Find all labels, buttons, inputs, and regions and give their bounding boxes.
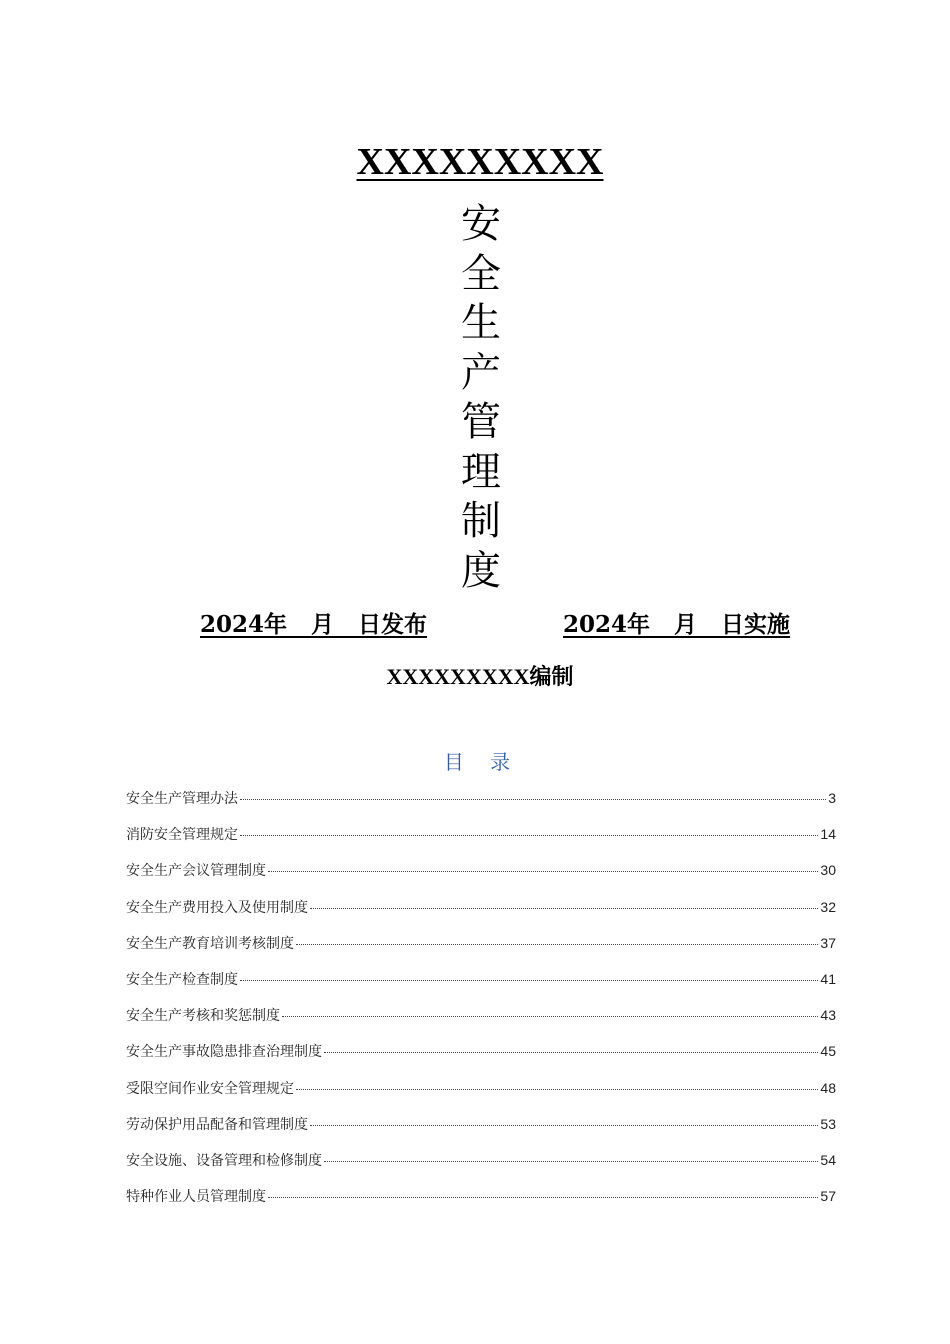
table-of-contents	[126, 788, 836, 1222]
toc-entry-label: 安全生产考核和奖惩制度	[126, 1008, 280, 1025]
toc-entry[interactable]	[126, 969, 836, 1005]
dot-leader	[310, 908, 818, 909]
toc-entry[interactable]	[126, 1078, 836, 1114]
title-char: 产	[461, 349, 501, 396]
toc-entry-page: 32	[820, 898, 836, 915]
dot-leader	[268, 871, 818, 872]
toc-entry-page: 37	[820, 934, 836, 951]
toc-entry-label: 安全生产检查制度	[126, 971, 238, 988]
toc-entry-page: 53	[820, 1115, 836, 1132]
title-char: 全	[461, 250, 501, 297]
toc-entry-label: 受限空间作业安全管理规定	[126, 1080, 294, 1097]
toc-entry-page: 45	[820, 1043, 836, 1060]
toc-entry-page: 57	[820, 1188, 836, 1205]
dot-leader	[240, 980, 818, 981]
toc-heading: 目 录	[443, 750, 521, 774]
toc-entry-page: 43	[820, 1007, 836, 1024]
title-char: 管	[461, 399, 501, 445]
toc-entry[interactable]	[126, 1041, 836, 1077]
toc-entry-label: 安全生产事故隐患排查治理制度	[126, 1044, 322, 1061]
toc-entry[interactable]	[126, 1186, 836, 1222]
toc-entry[interactable]	[126, 1114, 836, 1150]
date-line	[200, 606, 800, 642]
compiled-by: XXXXXXXXX编制	[386, 664, 574, 689]
dot-leader	[240, 799, 826, 800]
toc-entry-label: 劳动保护用品配备和管理制度	[126, 1116, 308, 1133]
toc-entry-page: 54	[820, 1151, 836, 1168]
title-char: 安	[461, 201, 501, 247]
toc-entry-label: 安全生产会议管理制度	[126, 863, 266, 880]
toc-entry[interactable]	[126, 1005, 836, 1041]
toc-entry-page: 41	[820, 970, 836, 987]
toc-entry-label: 安全生产教育培训考核制度	[126, 935, 294, 952]
toc-entry[interactable]	[126, 860, 836, 896]
organization-name: XXXXXXXXX	[356, 141, 604, 183]
dot-leader	[282, 1016, 818, 1017]
publish-date: 2024年 月 日发布	[200, 611, 428, 638]
toc-entry-page: 30	[820, 862, 836, 879]
toc-entry-label: 安全生产管理办法	[126, 791, 238, 807]
toc-entry-page: 3	[828, 790, 836, 806]
document-title	[455, 200, 507, 596]
toc-entry[interactable]	[126, 824, 836, 860]
dot-leader	[296, 1089, 818, 1090]
implement-date: 2024年 月 日实施	[563, 611, 791, 638]
toc-entry-label: 特种作业人员管理制度	[126, 1189, 266, 1206]
title-char: 理	[461, 448, 501, 495]
dot-leader	[324, 1052, 818, 1053]
toc-entry-label: 消防安全管理规定	[126, 827, 238, 844]
toc-entry-page: 48	[820, 1079, 836, 1096]
toc-entry[interactable]	[126, 1150, 836, 1186]
toc-entry-page: 14	[820, 826, 836, 843]
toc-entry-label: 安全设施、设备管理和检修制度	[126, 1152, 322, 1169]
toc-entry[interactable]	[126, 788, 836, 824]
title-char: 度	[461, 547, 501, 594]
toc-entry[interactable]	[126, 933, 836, 969]
title-char: 制	[461, 498, 501, 544]
dot-leader	[240, 835, 818, 836]
dot-leader	[310, 1125, 818, 1126]
dot-leader	[296, 944, 818, 945]
toc-entry[interactable]	[126, 897, 836, 933]
dot-leader	[268, 1197, 818, 1198]
toc-entry-label: 安全生产费用投入及使用制度	[126, 899, 308, 916]
dot-leader	[324, 1161, 818, 1162]
title-char: 生	[461, 300, 501, 346]
